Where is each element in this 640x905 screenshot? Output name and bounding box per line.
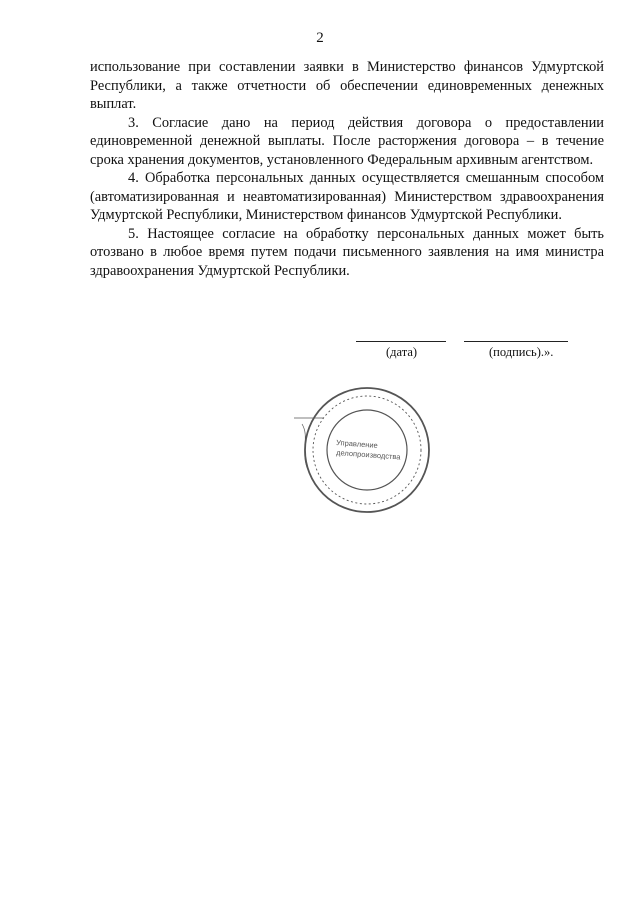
official-stamp	[292, 382, 432, 518]
signature-line	[464, 341, 568, 342]
stamp-text-line1: Управление	[335, 438, 379, 450]
date-line	[356, 341, 446, 342]
stamp-text-line2: делопроизводства	[335, 448, 401, 462]
signature-label: (подпись).».	[489, 345, 554, 359]
date-label: (дата)	[386, 345, 418, 359]
paragraph-4: 4. Обработка персональных данных осуществляется смешанным способом (автоматизированная и неавтоматизированная) Министерством здравоохранения Удмуртской Республики, Министерством финансов Удмуртской Республики.	[90, 170, 604, 223]
page-number: 2	[316, 30, 324, 46]
paragraph-3: 3. Согласие дано на период действия договора о предоставлении единовременной денежной выплаты. После расторжения договора – в течение срока хранения документов, установленного Федеральным архивным агентством.	[90, 114, 604, 168]
document-body	[90, 58, 604, 280]
paragraph-continuation: использование при составлении заявки в Министерство финансов Удмуртской Республики, а также отчетности об обеспечении единовременных денежных выплат.	[90, 59, 604, 112]
paragraph-5: 5. Настоящее согласие на обработку персональных данных может быть отозвано в любое время путем подачи письменного заявления на имя министра здравоохранения Удмуртской Республики.	[90, 225, 604, 279]
